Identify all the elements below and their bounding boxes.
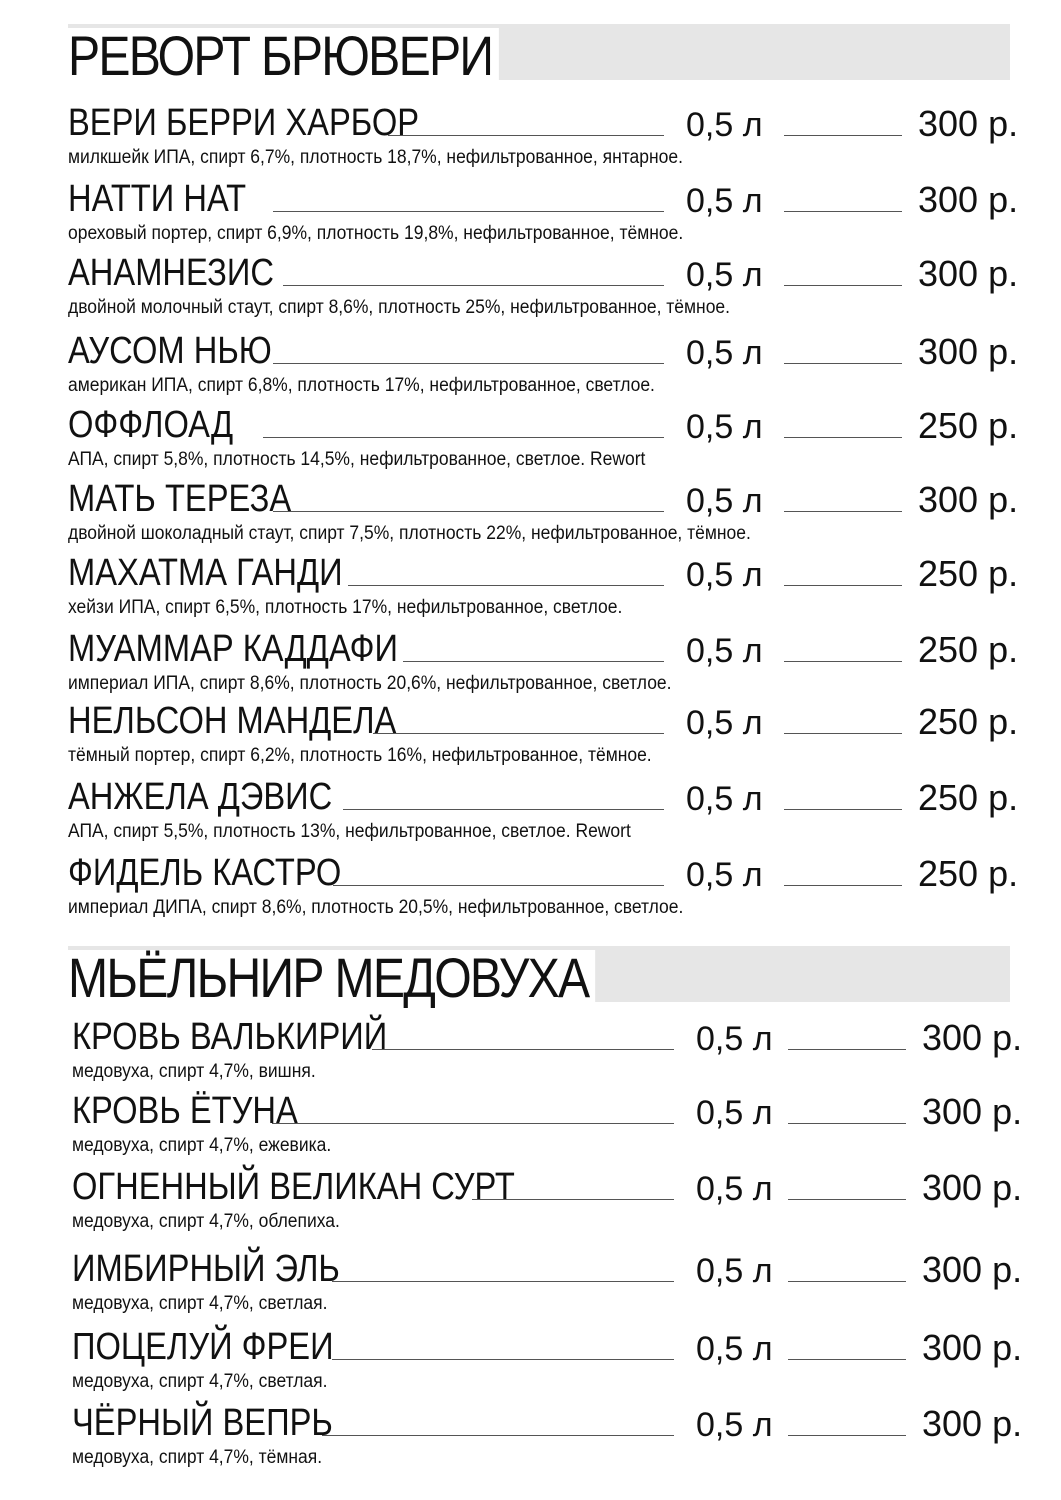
item-price: 300 р. [922,1249,1023,1290]
item-name: ОФФЛОАД [68,404,234,446]
menu-item [68,176,1019,244]
item-volume: 0,5 л [696,1094,773,1132]
dotted-leader [348,585,664,586]
dotted-leader [332,1359,674,1360]
item-name: ФИДЕЛЬ КАСТРО [68,852,342,894]
menu-item [68,698,1019,766]
dotted-leader [784,135,902,136]
item-volume: 0,5 л [696,1330,773,1368]
item-price: 250 р. [918,853,1019,894]
item-price: 250 р. [918,553,1019,594]
item-price: 250 р. [918,777,1019,818]
item-volume: 0,5 л [686,856,763,894]
section-header [68,940,1010,1009]
menu-item [72,1324,1023,1392]
dotted-leader [784,211,902,212]
item-volume: 0,5 л [686,256,763,294]
menu-item [68,402,1019,470]
dotted-leader [784,885,902,886]
item-price: 300 р. [922,1091,1023,1132]
menu-item-row [68,698,1018,744]
dotted-leader [333,885,664,886]
item-name: ВЕРИ БЕРРИ ХАРБОР [68,102,420,144]
menu-item-row [72,1246,1022,1292]
item-name: ОГНЕННЫЙ ВЕЛИКАН СУРТ [72,1166,515,1208]
section-header [68,18,1010,87]
item-description: ореховый портер, спирт 6,9%, плотность 19,8%, нефильтрованное, тёмное. [68,223,684,244]
item-price: 250 р. [918,629,1019,670]
menu-item [72,1246,1023,1314]
dotted-leader [403,661,664,662]
dotted-leader [332,1281,674,1282]
menu-item-row [68,850,1018,896]
item-volume: 0,5 л [686,780,763,818]
menu-item-row [68,402,1018,448]
menu-item [72,1014,1023,1082]
menu-item-row [68,476,1018,522]
item-price: 300 р. [918,103,1019,144]
item-volume: 0,5 л [686,482,763,520]
dotted-leader [472,1199,674,1200]
item-volume: 0,5 л [686,632,763,670]
item-description: милкшейк ИПА, спирт 6,7%, плотность 18,7%, нефильтрованное, янтарное. [68,147,683,168]
item-description: медовуха, спирт 4,7%, светлая. [72,1293,328,1314]
item-name: НЕЛЬСОН МАНДЕЛА [68,700,397,742]
item-description: тёмный портер, спирт 6,2%, плотность 16%, нефильтрованное, тёмное. [68,745,652,766]
menu-item [68,850,1019,918]
dotted-leader [263,437,664,438]
menu-item-row [68,250,1018,296]
dotted-leader [784,809,902,810]
item-name: ИМБИРНЫЙ ЭЛЬ [72,1248,340,1290]
menu-item-row [72,1088,1022,1134]
dotted-leader [784,585,902,586]
dotted-leader [788,1359,906,1360]
item-description: империал ИПА, спирт 8,6%, плотность 20,6%, нефильтрованное, светлое. [68,673,672,694]
menu-item-row [68,176,1018,222]
item-volume: 0,5 л [686,408,763,446]
item-volume: 0,5 л [686,334,763,372]
dotted-leader [322,1435,674,1436]
dotted-leader [788,1049,906,1050]
section-title: РЕВОРТ БРЮВЕРИ [68,28,499,84]
dotted-leader [784,363,902,364]
dotted-leader [273,511,664,512]
menu-item [68,328,1019,396]
menu-item [68,626,1019,694]
item-price: 250 р. [918,701,1019,742]
dotted-leader [784,733,902,734]
menu-item [68,100,1019,168]
item-name: КРОВЬ ЁТУНА [72,1090,298,1132]
item-price: 250 р. [918,405,1019,446]
item-price: 300 р. [922,1327,1023,1368]
menu-item [72,1400,1023,1468]
section-mjolnir [68,940,1010,1009]
item-price: 300 р. [918,179,1019,220]
dotted-leader [784,437,902,438]
item-volume: 0,5 л [696,1020,773,1058]
item-volume: 0,5 л [686,704,763,742]
item-price: 300 р. [918,253,1019,294]
item-volume: 0,5 л [686,106,763,144]
item-description: медовуха, спирт 4,7%, ежевика. [72,1135,332,1156]
dotted-leader [784,285,902,286]
item-price: 300 р. [922,1167,1023,1208]
item-name: АУСОМ НЬЮ [68,330,272,372]
menu-item-row [68,626,1018,672]
dotted-leader [784,511,902,512]
menu-item-row [68,774,1018,820]
dotted-leader [388,135,664,136]
menu-item-row [68,550,1018,596]
menu-item-row [72,1324,1022,1370]
dotted-leader [788,1435,906,1436]
item-name: ЧЁРНЫЙ ВЕПРЬ [72,1402,333,1444]
dotted-leader [272,1123,674,1124]
item-name: МУАММАР КАДДАФИ [68,628,398,670]
menu-item [68,774,1019,842]
item-name: АНАМНЕЗИС [68,252,274,294]
item-name: КРОВЬ ВАЛЬКИРИЙ [72,1016,388,1058]
dotted-leader [283,285,664,286]
item-name: МАХАТМА ГАНДИ [68,552,343,594]
menu-item-row [72,1164,1022,1210]
dotted-leader [273,363,664,364]
item-description: АПА, спирт 5,8%, плотность 14,5%, нефильтрованное, светлое. Rewort [68,449,646,470]
item-description: американ ИПА, спирт 6,8%, плотность 17%, нефильтрованное, светлое. [68,375,655,396]
section-title: МЬЁЛЬНИР МЕДОВУХА [68,950,595,1006]
menu-item [68,550,1019,618]
item-description: хейзи ИПА, спирт 6,5%, плотность 17%, нефильтрованное, светлое. [68,597,623,618]
dotted-leader [788,1281,906,1282]
item-description: медовуха, спирт 4,7%, облепиха. [72,1211,340,1232]
menu-item [68,476,1019,544]
item-price: 300 р. [922,1403,1023,1444]
dotted-leader [343,809,664,810]
item-price: 300 р. [922,1017,1023,1058]
item-description: медовуха, спирт 4,7%, вишня. [72,1061,316,1082]
item-volume: 0,5 л [696,1252,773,1290]
dotted-leader [273,211,664,212]
item-price: 300 р. [918,331,1019,372]
item-name: МАТЬ ТЕРЕЗА [68,478,292,520]
item-volume: 0,5 л [686,556,763,594]
menu-item [68,250,1019,318]
dotted-leader [372,1049,674,1050]
item-price: 300 р. [918,479,1019,520]
menu-item-row [72,1014,1022,1060]
menu-item-row [68,328,1018,374]
item-volume: 0,5 л [696,1406,773,1444]
item-description: империал ДИПА, спирт 8,6%, плотность 20,5%, нефильтрованное, светлое. [68,897,684,918]
item-description: АПА, спирт 5,5%, плотность 13%, нефильтрованное, светлое. Rewort [68,821,631,842]
dotted-leader [788,1123,906,1124]
item-name: АНЖЕЛА ДЭВИС [68,776,333,818]
item-description: медовуха, спирт 4,7%, тёмная. [72,1447,323,1468]
item-description: медовуха, спирт 4,7%, светлая. [72,1371,328,1392]
section-rewort [68,18,1010,87]
menu-item-row [72,1400,1022,1446]
item-name: ПОЦЕЛУЙ ФРЕИ [72,1326,334,1368]
item-volume: 0,5 л [686,182,763,220]
menu-item-row [68,100,1018,146]
dotted-leader [784,661,902,662]
menu-item [72,1164,1023,1232]
item-volume: 0,5 л [696,1170,773,1208]
dotted-leader [788,1199,906,1200]
item-description: двойной молочный стаут, спирт 8,6%, плотность 25%, нефильтрованное, тёмное. [68,297,730,318]
item-description: двойной шоколадный стаут, спирт 7,5%, плотность 22%, нефильтрованное, тёмное. [68,523,751,544]
menu-item [72,1088,1023,1156]
dotted-leader [373,733,664,734]
item-name: НАТТИ НАТ [68,178,247,220]
